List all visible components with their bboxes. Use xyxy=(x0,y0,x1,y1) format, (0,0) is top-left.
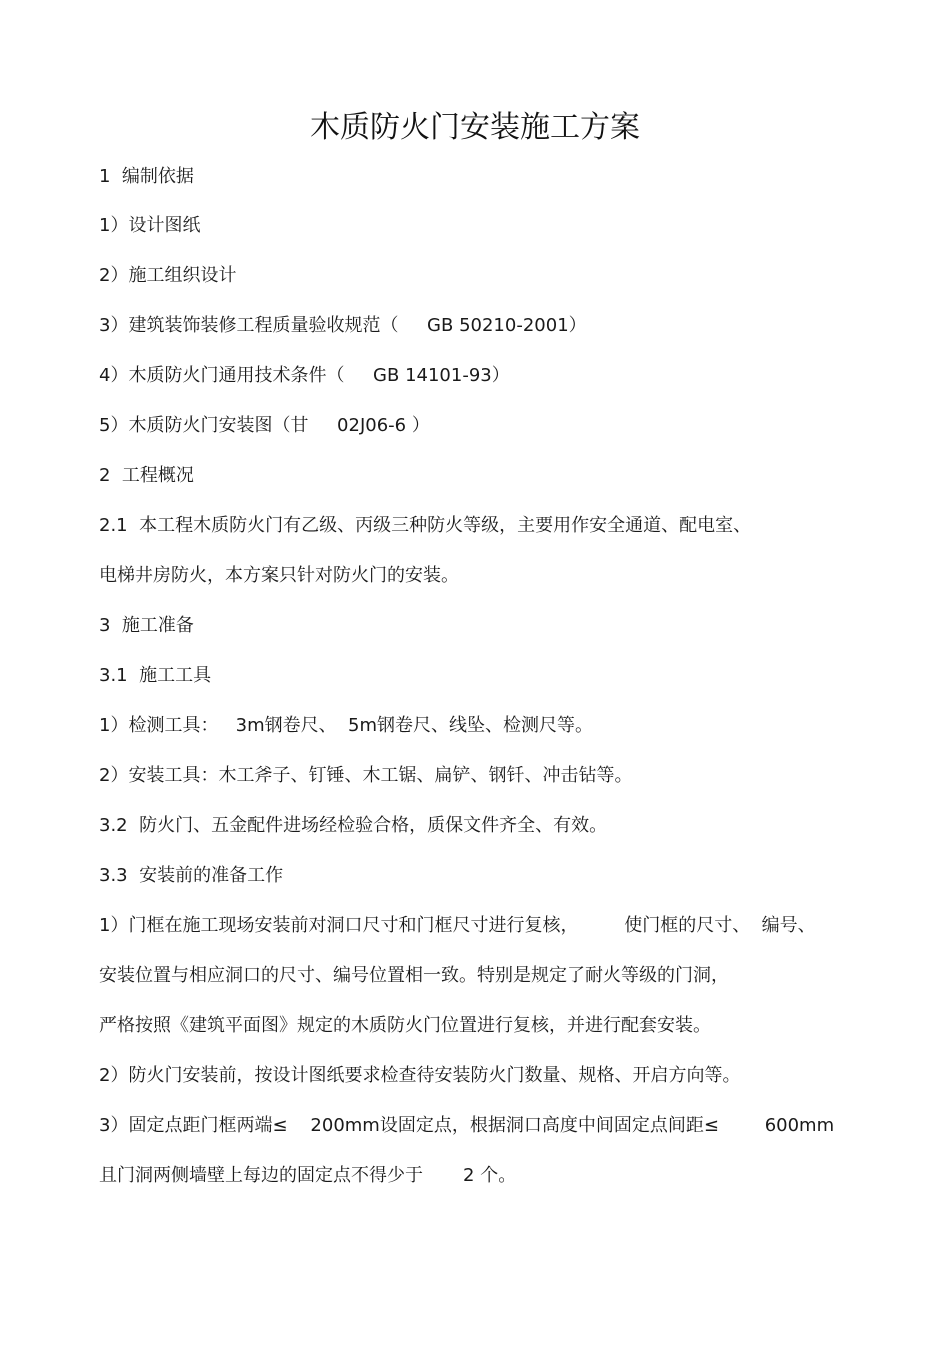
paragraph-line: 2.1 本工程木质防火门有乙级、丙级三种防火等级，主要用作安全通道、配电室、 xyxy=(99,515,752,536)
list-item: 4）木质防火门通用技术条件（ GB 14101-93） xyxy=(99,365,510,386)
list-item: 1）设计图纸 xyxy=(99,215,201,236)
paragraph-line: 电梯井房防火，本方案只针对防火门的安装。 xyxy=(99,565,459,586)
paragraph-line: 3）固定点距门框两端≤ 200mm设固定点，根据洞口高度中间固定点间距≤ 600mm xyxy=(99,1115,835,1136)
section-heading: 1 编制依据 xyxy=(99,166,194,187)
section-heading: 3 施工准备 xyxy=(99,615,194,636)
list-item: 2）施工组织设计 xyxy=(99,265,237,286)
section-heading: 2 工程概况 xyxy=(99,465,194,486)
paragraph-line: 严格按照《建筑平面图》规定的木质防火门位置进行复核，并进行配套安装。 xyxy=(99,1015,711,1036)
paragraph-line: 且门洞两侧墙壁上每边的固定点不得少于 2 个。 xyxy=(99,1165,517,1186)
list-item: 2）安装工具：木工斧子、钉锤、木工锯、扁铲、钢钎、冲击钻等。 xyxy=(99,765,633,786)
paragraph-line: 1）门框在施工现场安装前对洞口尺寸和门框尺寸进行复核， 使门框的尺寸、 编号、 xyxy=(99,915,816,936)
document-title: 木质防火门安装施工方案 xyxy=(310,110,640,145)
list-item: 5）木质防火门安装图（甘 02J06-6 ） xyxy=(99,415,430,436)
subsection-heading: 3.1 施工工具 xyxy=(99,665,212,686)
list-item: 1）检测工具： 3m钢卷尺、 5m钢卷尺、线坠、检测尺等。 xyxy=(99,715,594,736)
list-item: 3）建筑装饰装修工程质量验收规范（ GB 50210-2001） xyxy=(99,315,587,336)
list-item: 2）防火门安装前，按设计图纸要求检查待安装防火门数量、规格、开启方向等。 xyxy=(99,1065,741,1086)
paragraph-line: 3.2 防火门、五金配件进场经检验合格，质保文件齐全、有效。 xyxy=(99,815,608,836)
subsection-heading: 3.3 安装前的准备工作 xyxy=(99,865,284,886)
paragraph-line: 安装位置与相应洞口的尺寸、编号位置相一致。特别是规定了耐火等级的门洞， xyxy=(99,965,729,986)
